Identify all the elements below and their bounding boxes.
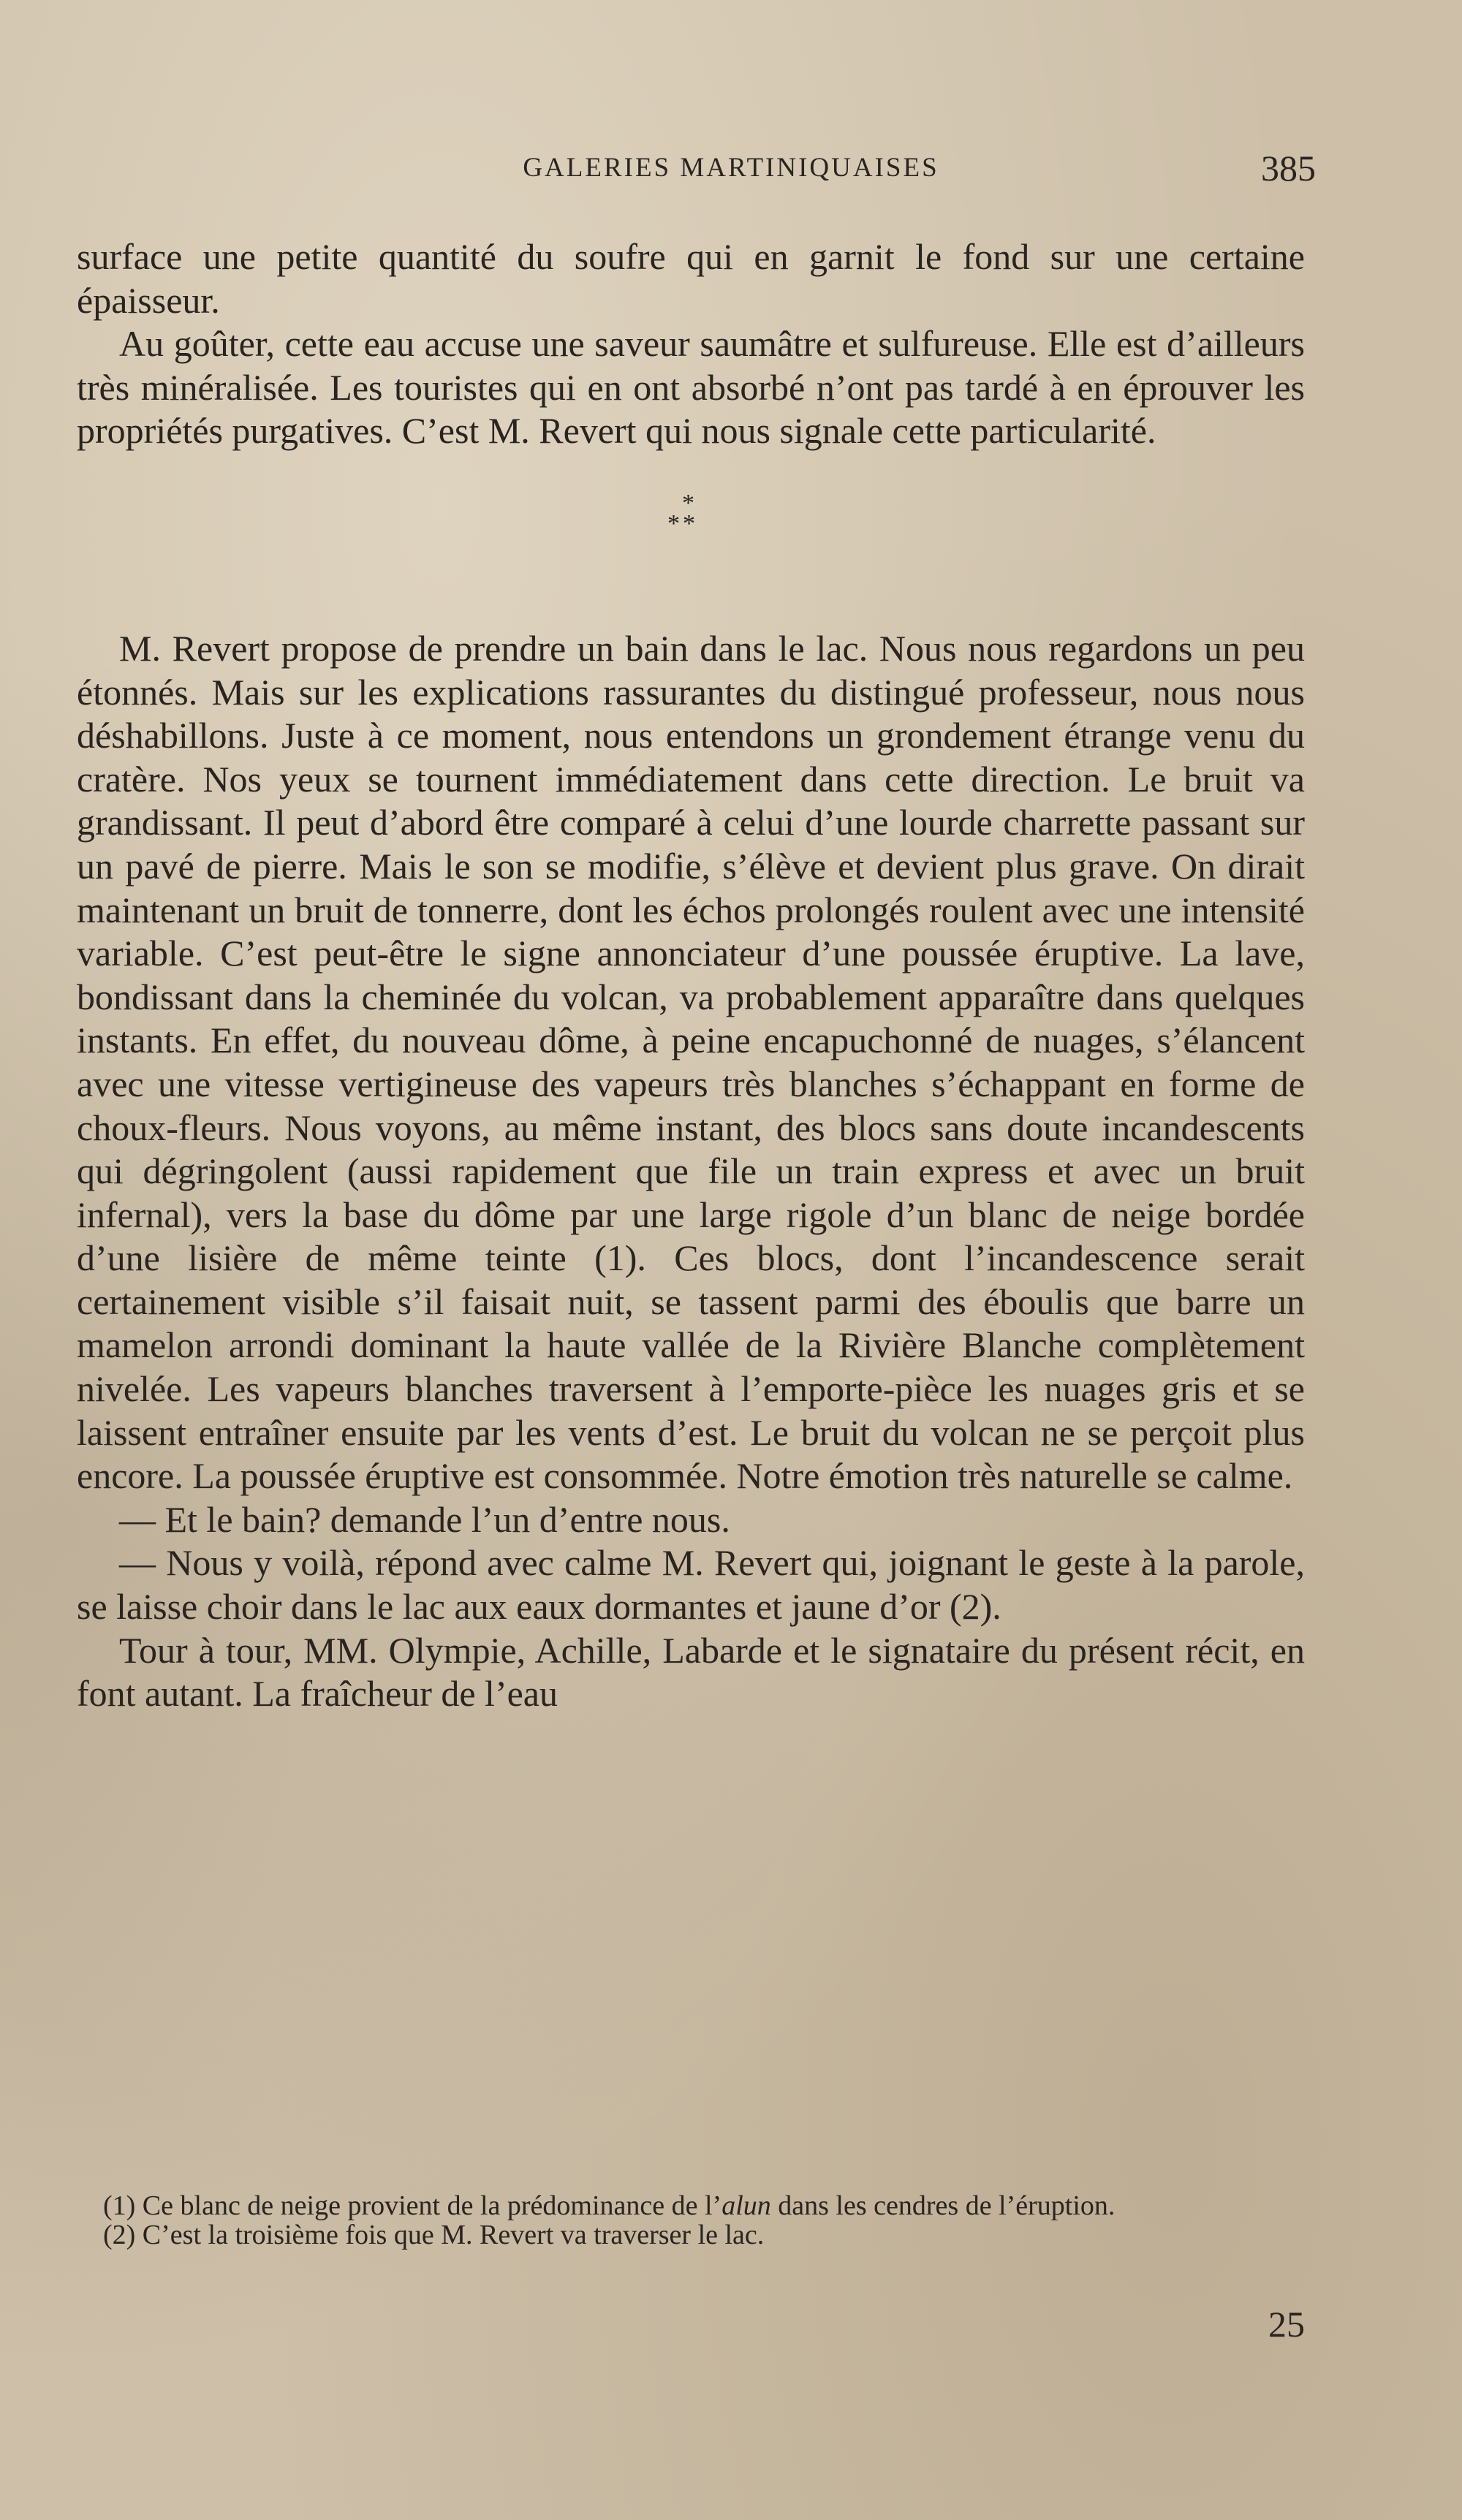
running-head [73, 146, 1316, 190]
ornament-asterisk-top: * [682, 489, 694, 517]
section-ornament [77, 453, 1305, 627]
signature-folio: 25 [1268, 2304, 1305, 2345]
paragraph-1: surface une petite quantité du soufre qui en garnit le fond sur une certaine épaisseur. [77, 236, 1305, 321]
footnote-2: (2) C’est la troisième fois que M. Revert va traverser le lac. [103, 2220, 765, 2250]
footnote-1 [77, 2191, 1305, 2220]
paragraph-5: — Nous y voilà, répond avec calme M. Revert qui, joignant le geste à la parole, se laisse choir dans le lac aux eaux dormantes et jaune d’or (2). [77, 1542, 1305, 1628]
paragraph-6: Tour à tour, MM. Olympie, Achille, Labarde et le signataire du présent récit, en font autant. La fraîcheur de l’eau [77, 1629, 1305, 1715]
footnotes [77, 2191, 1305, 2250]
footnote-1-end: dans les cendres de l’éruption. [770, 2190, 1116, 2221]
footnote-1-italic: alun [721, 2190, 771, 2221]
paragraph-3: M. Revert propose de prendre un bain dans le lac. Nous nous regardons un peu étonnés. Mais sur les explications rassurantes du distingué professeur, nous nous déshabillons. Juste à ce moment, nous entendons un grondement étrange venu du cratère. Nos yeux se tournent immédiatement dans cette direction. Le bruit va grandissant. Il peut d’abord être comparé à celui d’une lourde charrette passant sur un pavé de pierre. Mais le son se modifie, s’élève et devient plus grave. On dirait maintenant un bruit de tonnerre, dont les échos prolongés roulent avec une intensité variable. C’est peut-être le signe annonciateur d’une poussée éruptive. La lave, bondissant dans la cheminée du volcan, va probablement apparaître dans quelques instants. En effet, du nouveau dôme, à peine encapuchonné de nuages, s’élancent avec une vitesse vertigineuse des vapeurs très blanches s’échappant en forme de choux-fleurs. Nous voyons, au même instant, des blocs sans doute incandescents qui dégringolent (aussi rapidement que file un train express et avec un bruit infernal), vers la base du dôme par une large rigole d’un blanc de neige bordée d’une lisière de même teinte (1). Ces blocs, dont l’incandescence serait certainement visible s’il faisait nuit, se tassent parmi des éboulis que barre un mamelon arrondi dominant la haute vallée de la Rivière Blanche complètement nivelée. Les vapeurs blanches traversent à l’emporte-pièce les nuages gris et se laissent entraîner ensuite par les vents d’est. Le bruit du volcan ne se perçoit plus encore. La poussée éruptive est consommée. Notre émotion très naturelle se calme. [77, 627, 1305, 1497]
body-text [77, 235, 1305, 1716]
paragraph-2: Au goûter, cette eau accuse une saveur saumâtre et sulfureuse. Elle est d’ailleurs très minéralisée. Les touristes qui en ont absorbé n’ont pas tardé à en éprouver les propriétés purgatives. C’est M. Revert qui nous signale cette particularité. [77, 323, 1305, 452]
running-head-title: GALERIES MARTINIQUAISES [523, 153, 939, 183]
ornament-asterisks-bottom: ** [667, 509, 698, 537]
page-number: 385 [1261, 148, 1316, 189]
paragraph-4: — Et le bain? demande l’un d’entre nous. [119, 1498, 730, 1540]
footnote-1-text: (1) Ce blanc de neige provient de la prédominance de l’ [103, 2190, 722, 2221]
